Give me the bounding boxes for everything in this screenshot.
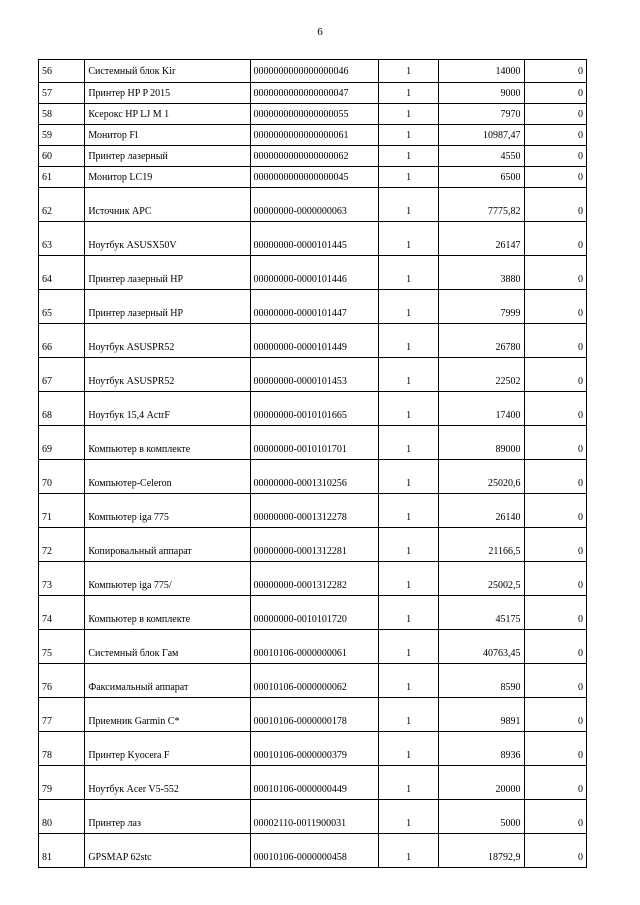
item-name-cell: Принтер лазерный — [85, 146, 250, 167]
table-row — [39, 125, 587, 146]
price-cell: 7999 — [438, 290, 524, 324]
item-name-cell: Компьютер iga 775/ — [85, 562, 250, 596]
price-cell: 26140 — [438, 494, 524, 528]
item-name-cell: Компьютер iga 775 — [85, 494, 250, 528]
item-name-cell: Принтер Kyocera F — [85, 732, 250, 766]
inventory-code-cell: 00000000-0001312282 — [250, 562, 379, 596]
residual-value-cell: 0 — [524, 800, 586, 834]
price-cell: 40763,45 — [438, 630, 524, 664]
quantity-cell: 1 — [379, 60, 438, 83]
price-cell: 18792,9 — [438, 834, 524, 868]
inventory-table — [38, 59, 587, 868]
price-cell: 22502 — [438, 358, 524, 392]
residual-value-cell: 0 — [524, 528, 586, 562]
quantity-cell: 1 — [379, 256, 438, 290]
price-cell: 25002,5 — [438, 562, 524, 596]
residual-value-cell: 0 — [524, 358, 586, 392]
residual-value-cell: 0 — [524, 834, 586, 868]
page-number: 6 — [317, 26, 323, 38]
inventory-code-cell: 00000000-0000101453 — [250, 358, 379, 392]
table-row — [39, 60, 587, 83]
inventory-code-cell: 0000000000000000047 — [250, 83, 379, 104]
inventory-code-cell: 00000000-0000101445 — [250, 222, 379, 256]
residual-value-cell: 0 — [524, 290, 586, 324]
residual-value-cell: 0 — [524, 188, 586, 222]
table-row — [39, 460, 587, 494]
table-row — [39, 104, 587, 125]
inventory-code-cell: 0000000000000000046 — [250, 60, 379, 83]
price-cell: 10987,47 — [438, 125, 524, 146]
residual-value-cell: 0 — [524, 562, 586, 596]
price-cell: 3880 — [438, 256, 524, 290]
item-name-cell: Ноутбук ASUSX50V — [85, 222, 250, 256]
row-number-cell: 57 — [39, 83, 85, 104]
price-cell: 14000 — [438, 60, 524, 83]
price-cell: 8936 — [438, 732, 524, 766]
inventory-code-cell: 00000000-0010101720 — [250, 596, 379, 630]
quantity-cell: 1 — [379, 800, 438, 834]
inventory-table-body — [39, 60, 587, 868]
table-row — [39, 83, 587, 104]
row-number-cell: 75 — [39, 630, 85, 664]
residual-value-cell: 0 — [524, 630, 586, 664]
price-cell: 4550 — [438, 146, 524, 167]
residual-value-cell: 0 — [524, 125, 586, 146]
table-row — [39, 426, 587, 460]
residual-value-cell: 0 — [524, 104, 586, 125]
inventory-code-cell: 00010106-0000000062 — [250, 664, 379, 698]
quantity-cell: 1 — [379, 766, 438, 800]
row-number-cell: 71 — [39, 494, 85, 528]
item-name-cell: Монитор LC19 — [85, 167, 250, 188]
quantity-cell: 1 — [379, 630, 438, 664]
row-number-cell: 78 — [39, 732, 85, 766]
quantity-cell: 1 — [379, 426, 438, 460]
item-name-cell: Ноутбук 15,4 ActrF — [85, 392, 250, 426]
inventory-code-cell: 00000000-0001310256 — [250, 460, 379, 494]
price-cell: 6500 — [438, 167, 524, 188]
row-number-cell: 66 — [39, 324, 85, 358]
inventory-code-cell: 0000000000000000061 — [250, 125, 379, 146]
price-cell: 9891 — [438, 698, 524, 732]
row-number-cell: 73 — [39, 562, 85, 596]
inventory-code-cell: 00010106-0000000061 — [250, 630, 379, 664]
row-number-cell: 79 — [39, 766, 85, 800]
item-name-cell: Факсимальный аппарат — [85, 664, 250, 698]
quantity-cell: 1 — [379, 125, 438, 146]
table-row — [39, 290, 587, 324]
quantity-cell: 1 — [379, 167, 438, 188]
table-row — [39, 698, 587, 732]
row-number-cell: 65 — [39, 290, 85, 324]
item-name-cell: Принтер лазерный HP — [85, 256, 250, 290]
row-number-cell: 74 — [39, 596, 85, 630]
residual-value-cell: 0 — [524, 222, 586, 256]
item-name-cell: Копировальный аппарат — [85, 528, 250, 562]
quantity-cell: 1 — [379, 104, 438, 125]
table-row — [39, 732, 587, 766]
quantity-cell: 1 — [379, 494, 438, 528]
inventory-code-cell: 00002110-0011900031 — [250, 800, 379, 834]
residual-value-cell: 0 — [524, 698, 586, 732]
price-cell: 17400 — [438, 392, 524, 426]
residual-value-cell: 0 — [524, 596, 586, 630]
row-number-cell: 81 — [39, 834, 85, 868]
item-name-cell: Источник APC — [85, 188, 250, 222]
residual-value-cell: 0 — [524, 426, 586, 460]
row-number-cell: 69 — [39, 426, 85, 460]
item-name-cell: Принтер HP P 2015 — [85, 83, 250, 104]
inventory-code-cell: 00000000-0010101665 — [250, 392, 379, 426]
row-number-cell: 56 — [39, 60, 85, 83]
inventory-code-cell: 00000000-0000101449 — [250, 324, 379, 358]
residual-value-cell: 0 — [524, 83, 586, 104]
inventory-code-cell: 00010106-0000000458 — [250, 834, 379, 868]
quantity-cell: 1 — [379, 596, 438, 630]
quantity-cell: 1 — [379, 460, 438, 494]
residual-value-cell: 0 — [524, 494, 586, 528]
row-number-cell: 68 — [39, 392, 85, 426]
item-name-cell: Принтер лазерный HP — [85, 290, 250, 324]
residual-value-cell: 0 — [524, 392, 586, 426]
quantity-cell: 1 — [379, 732, 438, 766]
residual-value-cell: 0 — [524, 146, 586, 167]
table-row — [39, 146, 587, 167]
item-name-cell: Компьютер в комплекте — [85, 426, 250, 460]
residual-value-cell: 0 — [524, 732, 586, 766]
quantity-cell: 1 — [379, 290, 438, 324]
inventory-code-cell: 00000000-0001312281 — [250, 528, 379, 562]
table-row — [39, 664, 587, 698]
table-row — [39, 630, 587, 664]
item-name-cell: Ксерокс HP LJ M 1 — [85, 104, 250, 125]
residual-value-cell: 0 — [524, 256, 586, 290]
quantity-cell: 1 — [379, 698, 438, 732]
row-number-cell: 67 — [39, 358, 85, 392]
item-name-cell: Монитор Fl — [85, 125, 250, 146]
price-cell: 45175 — [438, 596, 524, 630]
table-row — [39, 528, 587, 562]
quantity-cell: 1 — [379, 562, 438, 596]
item-name-cell: Компьютер-Celeron — [85, 460, 250, 494]
item-name-cell: GPSMAP 62stc — [85, 834, 250, 868]
price-cell: 20000 — [438, 766, 524, 800]
inventory-code-cell: 00010106-0000000379 — [250, 732, 379, 766]
row-number-cell: 58 — [39, 104, 85, 125]
item-name-cell: Компьютер в комплекте — [85, 596, 250, 630]
item-name-cell: Системный блок Kir — [85, 60, 250, 83]
item-name-cell: Ноутбук ASUSPR52 — [85, 324, 250, 358]
table-row — [39, 222, 587, 256]
price-cell: 26147 — [438, 222, 524, 256]
inventory-code-cell: 00000000-0010101701 — [250, 426, 379, 460]
quantity-cell: 1 — [379, 392, 438, 426]
price-cell: 25020,6 — [438, 460, 524, 494]
residual-value-cell: 0 — [524, 60, 586, 83]
row-number-cell: 60 — [39, 146, 85, 167]
inventory-code-cell: 0000000000000000045 — [250, 167, 379, 188]
row-number-cell: 64 — [39, 256, 85, 290]
row-number-cell: 80 — [39, 800, 85, 834]
residual-value-cell: 0 — [524, 766, 586, 800]
residual-value-cell: 0 — [524, 167, 586, 188]
quantity-cell: 1 — [379, 528, 438, 562]
row-number-cell: 63 — [39, 222, 85, 256]
residual-value-cell: 0 — [524, 664, 586, 698]
residual-value-cell: 0 — [524, 324, 586, 358]
table-row — [39, 358, 587, 392]
inventory-code-cell: 00000000-0001312278 — [250, 494, 379, 528]
quantity-cell: 1 — [379, 188, 438, 222]
table-row — [39, 800, 587, 834]
price-cell: 5000 — [438, 800, 524, 834]
quantity-cell: 1 — [379, 324, 438, 358]
price-cell: 7970 — [438, 104, 524, 125]
price-cell: 8590 — [438, 664, 524, 698]
residual-value-cell: 0 — [524, 460, 586, 494]
row-number-cell: 62 — [39, 188, 85, 222]
table-row — [39, 392, 587, 426]
inventory-code-cell: 00000000-0000101446 — [250, 256, 379, 290]
price-cell: 26780 — [438, 324, 524, 358]
row-number-cell: 77 — [39, 698, 85, 732]
item-name-cell: Системный блок Гам — [85, 630, 250, 664]
table-row — [39, 766, 587, 800]
quantity-cell: 1 — [379, 222, 438, 256]
row-number-cell: 59 — [39, 125, 85, 146]
quantity-cell: 1 — [379, 834, 438, 868]
table-row — [39, 494, 587, 528]
table-row — [39, 256, 587, 290]
inventory-code-cell: 0000000000000000062 — [250, 146, 379, 167]
inventory-code-cell: 00010106-0000000449 — [250, 766, 379, 800]
price-cell: 9000 — [438, 83, 524, 104]
inventory-code-cell: 00000000-0000000063 — [250, 188, 379, 222]
item-name-cell: Принтер лаз — [85, 800, 250, 834]
price-cell: 89000 — [438, 426, 524, 460]
item-name-cell: Приемник Garmin C* — [85, 698, 250, 732]
row-number-cell: 61 — [39, 167, 85, 188]
inventory-code-cell: 00000000-0000101447 — [250, 290, 379, 324]
row-number-cell: 70 — [39, 460, 85, 494]
inventory-code-cell: 00010106-0000000178 — [250, 698, 379, 732]
table-row — [39, 562, 587, 596]
row-number-cell: 72 — [39, 528, 85, 562]
table-row — [39, 324, 587, 358]
quantity-cell: 1 — [379, 664, 438, 698]
quantity-cell: 1 — [379, 146, 438, 167]
table-row — [39, 188, 587, 222]
table-row — [39, 596, 587, 630]
row-number-cell: 76 — [39, 664, 85, 698]
table-row — [39, 167, 587, 188]
quantity-cell: 1 — [379, 358, 438, 392]
inventory-code-cell: 0000000000000000055 — [250, 104, 379, 125]
item-name-cell: Ноутбук Acer V5-552 — [85, 766, 250, 800]
price-cell: 7775,82 — [438, 188, 524, 222]
table-row — [39, 834, 587, 868]
quantity-cell: 1 — [379, 83, 438, 104]
price-cell: 21166,5 — [438, 528, 524, 562]
item-name-cell: Ноутбук ASUSPR52 — [85, 358, 250, 392]
